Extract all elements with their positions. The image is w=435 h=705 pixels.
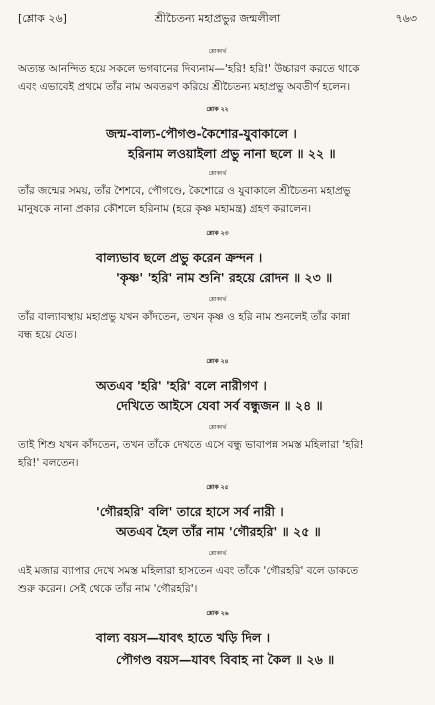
verse-line: বাল্যভাব ছলে প্রভু করেন ক্রন্দন । <box>96 250 263 265</box>
running-header <box>18 10 417 30</box>
header-page-number: ৭৬৩ <box>395 12 417 25</box>
verse-line: বাল্য বয়স—যাবৎ হাতে খড়ি দিল । <box>96 630 271 645</box>
translation-label: শ্লোকার্থ <box>208 48 227 55</box>
translation-line: এই মজার ব্যাপার দেখে সমস্ত মহিলারা হাসতেন এবং তাঁকে 'গৌরহরি' বলে ডাকতে <box>18 565 359 577</box>
translation-line: হরি!' বলতেন। <box>18 457 79 469</box>
translation-label: শ্লোকার্থ <box>208 424 227 431</box>
verse-number: শ্লোক ২৬ <box>206 610 229 617</box>
translation-label: শ্লোকার্থ <box>208 296 227 303</box>
verse-number: শ্লোক ২২ <box>206 106 229 113</box>
verse-number: শ্লোক ২৪ <box>206 358 229 365</box>
translation-line: মানুষকে নানা প্রকার কৌশলে হরিনাম (হরে কৃষ্ণ মহামন্ত্র) গ্রহণ করালেন। <box>18 203 312 215</box>
verse-line: হরিনাম লওয়াইলা প্রভু নানা ছলে ॥ ২২ ॥ <box>128 146 336 161</box>
translation-label: শ্লোকার্থ <box>208 550 227 557</box>
translation-label: শ্লোকার্থ <box>208 170 227 177</box>
verse-line: পৌগণ্ড বয়স—যাবৎ বিবাহ না কৈল ॥ ২৬ ॥ <box>116 652 335 667</box>
header-verse-ref: [শ্লোক ২৬] <box>18 12 67 25</box>
translation-line: এবং এভাবেই প্রথমে তাঁর নাম অবতরণ করিয়ে শ্রীচৈতন্য মহাপ্রভু অবতীর্ণ হলেন। <box>18 81 351 93</box>
translation-line: তাই শিশু যখন কাঁদতেন, তখন তাঁকে দেখতে এসে বন্ধু ভাবাপন্ন সমস্ত মহিলারা 'হরি! <box>18 439 364 451</box>
verse-line: দেখিতে আইসে যেবা সর্ব বন্ধুজন ॥ ২৪ ॥ <box>116 398 323 413</box>
verse-line: জন্ম-বাল্য-পৌগণ্ড-কৈশোর-যুবাকালে । <box>106 126 297 141</box>
translation-line: অত্যন্ত আনন্দিত হয়ে সকলে ভগবানের দিব্যনাম—'হরি! হরি!' উচ্চারণ করতে থাকে <box>18 63 360 75</box>
verse-line: 'গৌরহরি' বলি' তারে হাসে সর্ব নারী । <box>96 504 284 519</box>
translation-line: শুরু করেন। সেই থেকে তাঁর নাম 'গৌরহরি'। <box>18 583 198 595</box>
verse-number: শ্লোক ২৫ <box>206 484 229 491</box>
translation-line: তাঁর বাল্যাবস্থায় মহাপ্রভু যখন কাঁদতেন, তখন কৃষ্ণ ও হরি নাম শুনলেই তাঁর কান্না <box>18 311 351 323</box>
translation-line: তাঁর জন্মের সময়, তাঁর শৈশবে, পৌগণ্ডে, কৈশোরে ও যুবাকালে শ্রীচৈতন্য মহাপ্রভু <box>18 185 351 197</box>
header-chapter-title: শ্রীচৈতন্য মহাপ্রভুর জন্মলীলা <box>154 12 281 25</box>
verse-line: 'কৃষ্ণ' 'হরি' নাম শুনি' রহয়ে রোদন ॥ ২৩ ॥ <box>116 270 333 285</box>
verse-number: শ্লোক ২৩ <box>206 230 229 237</box>
translation-line: বন্ধ হয়ে যেত। <box>18 329 77 341</box>
verse-line: অতএব হৈল তাঁর নাম 'গৌরহরি' ॥ ২৫ ॥ <box>116 524 321 539</box>
verse-line: অতএব 'হরি' 'হরি' বলে নারীগণ । <box>96 378 267 393</box>
